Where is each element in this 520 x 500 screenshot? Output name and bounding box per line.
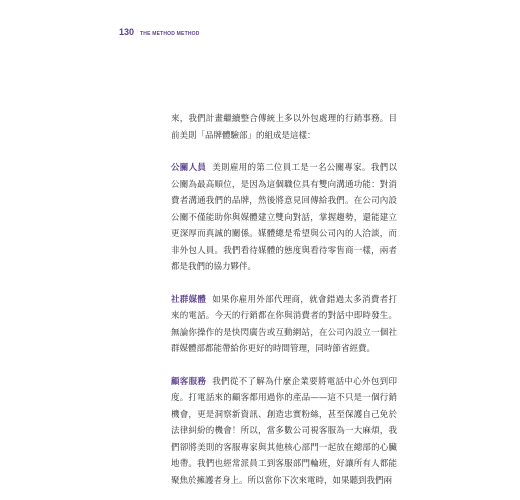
section-heading: 顧客服務: [171, 376, 207, 387]
page-body: [171, 111, 397, 489]
section-heading: 公關人員: [171, 163, 207, 173]
section-social-media: [171, 292, 397, 358]
book-title: THE METHOD METHOD: [140, 31, 200, 37]
section-heading: 社群媒體: [171, 294, 207, 305]
intro-paragraph: 來，我們計畫繼續整合傳統上多以外包處理的行銷事務。目前美則「品牌體驗部」的組成是這樣：: [171, 114, 397, 141]
section-customer-service: [171, 374, 397, 490]
section-text: 如果你雇用外部代理商，就會錯過太多消費者打來的電話。今天的行銷都在你與消費者的對話中即時發生。無論你操作的是快閃廣告或互動網站，在公司內設立一個社群媒體部都能帶給你更好的時間管理，同時節省經費。: [171, 294, 397, 354]
page-number: 130: [119, 27, 135, 37]
section-text: 美則雇用的第二位員工是一名公關專家。我們以公關為最高順位，是因為這個職位具有雙向溝通功能：對消費者溝通我們的品牌，然後將意見回傳給我們。在公司內設公關不僅能助你與媒體建立雙向對話，掌握趨勢，還能建立更深厚而真誠的關係。媒體總是希望與公司內的人洽談，而非外包人員。我們看待媒體的態度與看待零售商一樣，兩者都是我們的協力夥伴。: [171, 163, 397, 272]
section-text: 我們從不了解為什麼企業要將電話中心外包到印度。打電話來的顧客都用過你的產品——這不只是一個行銷機會，更是洞察新資訊、創造忠實粉絲，甚至保護自己免於法律糾紛的機會！所以，當多數公司視客服為一大麻煩，我們卻將美則的客服專家與其他核心部門一起放在總部的心臟地帶。我們也經常派員工到客服部門輪班，好讓所有人都能聚焦於擁護者身上。所以當你下次來電時，如果聽到我們兩: [171, 376, 397, 486]
running-head: [119, 27, 200, 37]
section-public-relations: [171, 160, 397, 276]
